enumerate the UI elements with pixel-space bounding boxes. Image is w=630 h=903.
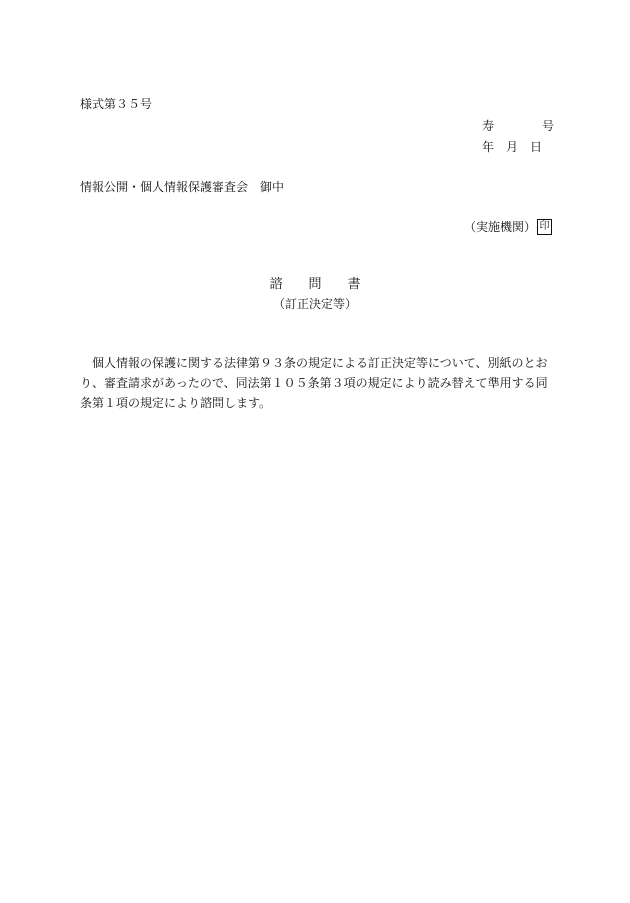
body-line: 個人情報の保護に関する法律第９３条の規定による訂正決定等について、別紙のとお [80, 356, 548, 370]
seal-stamp: 印 [537, 219, 552, 235]
document-subtitle: （訂正決定等） [272, 297, 357, 311]
reference-date: 年 月 日 [482, 140, 543, 154]
body-line: 条第１項の規定により諮問します。 [80, 396, 272, 410]
body-paragraph [80, 353, 552, 413]
document-title: 諮 問 書 [269, 277, 361, 292]
issuer [464, 219, 552, 235]
form-number: 様式第３５号 [80, 97, 153, 111]
addressee: 情報公開・個人情報保護審査会 御中 [80, 180, 285, 194]
issuer-label: （実施機関） [463, 220, 536, 234]
body-line: り、審査請求があったので、同法第１０５条第３項の規定により読み替えて準用する同 [80, 376, 548, 390]
reference-number: 寿 号 [482, 119, 555, 133]
